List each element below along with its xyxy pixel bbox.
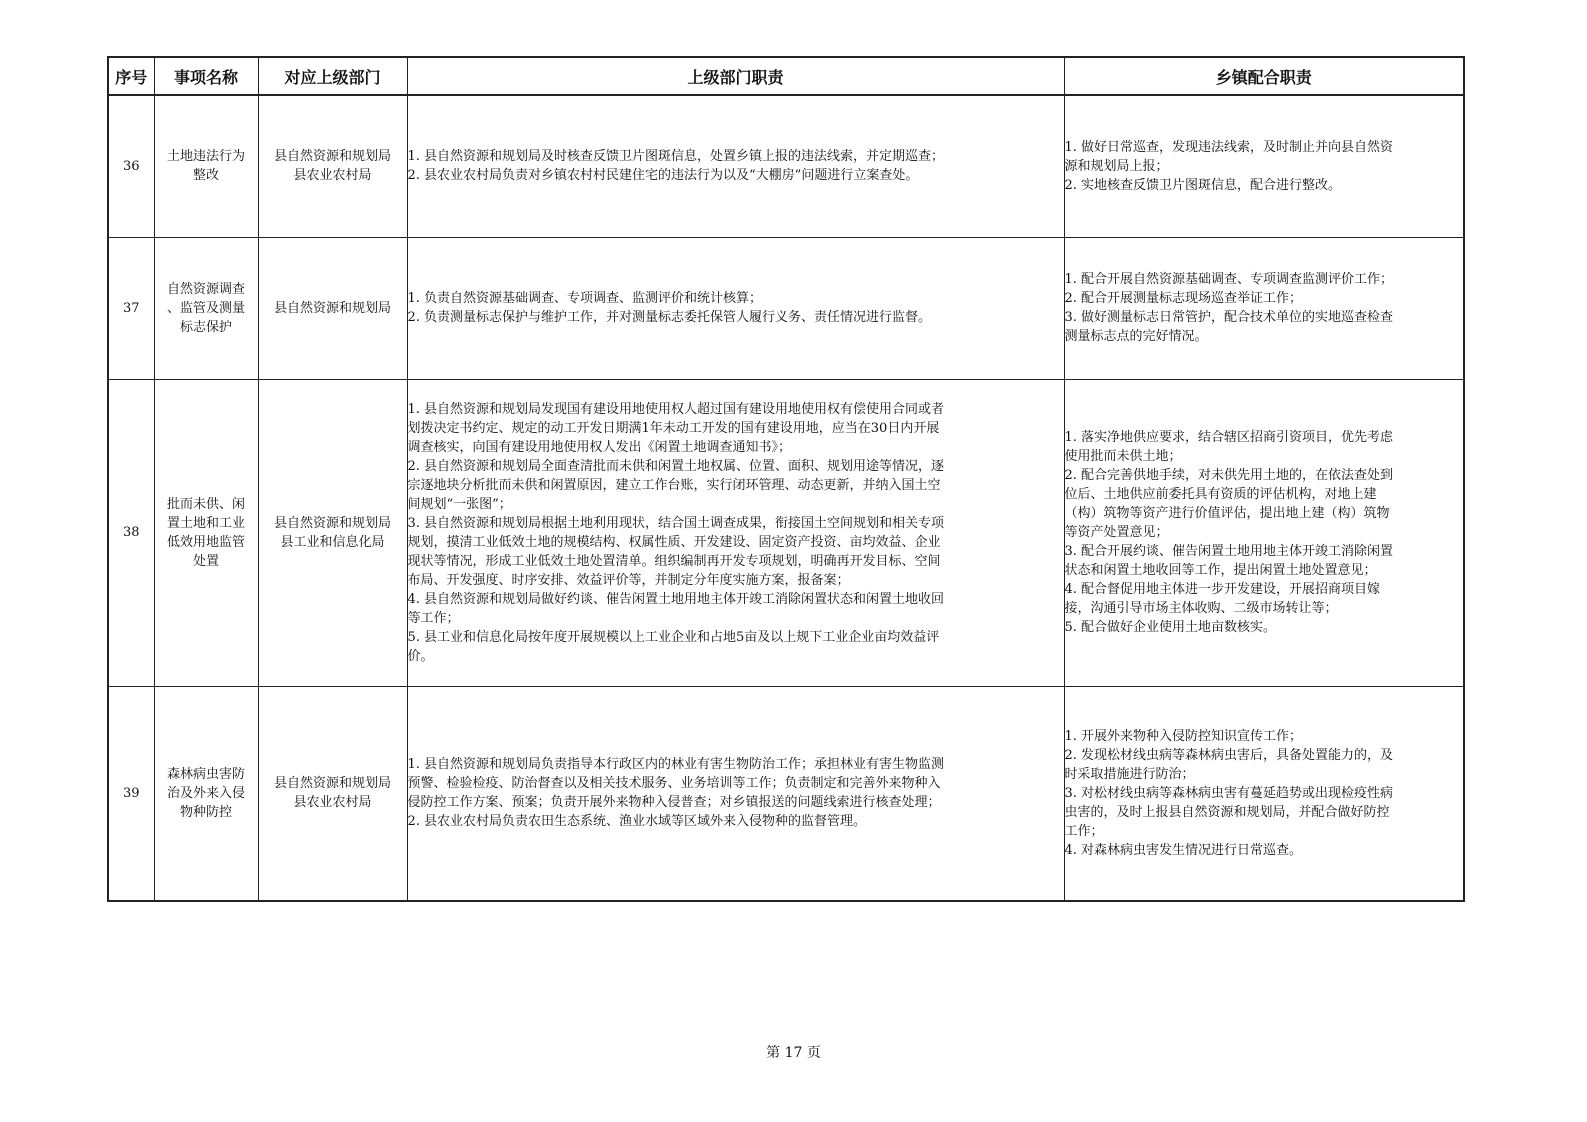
row-serial: 39 bbox=[108, 686, 154, 901]
page-number: 第 17 页 bbox=[766, 1045, 821, 1061]
row-item-name: 批而未供、闲 置土地和工业 低效用地监管 处置 bbox=[154, 379, 258, 686]
row-item-name: 土地违法行为 整改 bbox=[154, 95, 258, 237]
row-superior-dept: 县自然资源和规划局 bbox=[258, 237, 407, 379]
row-item-name: 自然资源调查 、监管及测量 标志保护 bbox=[154, 237, 258, 379]
header-serial: 序号 bbox=[108, 57, 154, 95]
header-superior-duties: 上级部门职责 bbox=[407, 57, 1064, 95]
responsibility-table bbox=[107, 56, 1465, 902]
header-township-duties: 乡镇配合职责 bbox=[1064, 57, 1464, 95]
row-superior-dept: 县自然资源和规划局 县工业和信息化局 bbox=[258, 379, 407, 686]
row-superior-duties: 1. 县自然资源和规划局负责指导本行政区内的林业有害生物防治工作；承担林业有害生物监测 预警、检验检疫、防治督查以及相关技术服务、业务培训等工作；负责制定和完善外来物种入 侵防控工作方案、预案；负责开展外来物种入侵普查；对乡镇报送的问题线索进行核查处理； 2. 县农业农村局负责农田生态系统、渔业水域等区域外来入侵物种的监督管理。 bbox=[407, 686, 1064, 901]
row-superior-duties: 1. 县自然资源和规划局发现国有建设用地使用权人超过国有建设用地使用权有偿使用合同或者 划拨决定书约定、规定的动工开发日期满1年未动工开发的国有建设用地，应当在30日内开展 调查核实，向国有建设用地使用权人发出《闲置土地调查通知书》； 2. 县自然资源和规划局全面查清批而未供和闲置土地权属、位置、面积、规划用途等情况，逐 宗逐地块分析批而未供和闲置原因，建立工作台账，实行闭环管理、动态更新，并纳入国土空 间规划“一张图”； 3. 县自然资源和规划局根据土地利用现状，结合国土调查成果，衔接国土空间规划和相关专项 规划，摸清工业低效土地的规模结构、权属性质、开发建设、固定资产投资、亩均效益、企业 现状等情况，形成工业低效土地处置清单。组织编制再开发专项规划，明确再开发目标、空间 布局、开发强度、时序安排、效益评价等，并制定分年度实施方案，报备案； 4. 县自然资源和规划局做好约谈、催告闲置土地用地主体开竣工消除闲置状态和闲置土地收回 等工作； 5. 县工业和信息化局按年度开展规模以上工业企业和占地5亩及以上规下工业企业亩均效益评 价。 bbox=[407, 379, 1064, 686]
header-superior-dept: 对应上级部门 bbox=[258, 57, 407, 95]
row-serial: 37 bbox=[108, 237, 154, 379]
row-township-duties: 1. 落实净地供应要求，结合辖区招商引资项目，优先考虑 使用批而未供土地； 2. 配合完善供地手续，对未供先用土地的，在依法查处到 位后、土地供应前委托具有资质的评估机构，对地上建 （构）筑物等资产进行价值评估，提出地上建（构）筑物 等资产处置意见； 3. 配合开展约谈、催告闲置土地用地主体开竣工消除闲置 状态和闲置土地收回等工作，提出闲置土地处置意见； 4. 配合督促用地主体进一步开发建设，开展招商项目嫁 接，沟通引导市场主体收购、二级市场转让等； 5. 配合做好企业使用土地亩数核实。 bbox=[1064, 379, 1464, 686]
table-row bbox=[108, 379, 1464, 686]
row-superior-duties: 1. 县自然资源和规划局及时核查反馈卫片图斑信息，处置乡镇上报的违法线索，并定期巡查； 2. 县农业农村局负责对乡镇农村村民建住宅的违法行为以及“大棚房”问题进行立案查处。 bbox=[407, 95, 1064, 237]
table-header-row bbox=[108, 57, 1464, 95]
row-serial: 38 bbox=[108, 379, 154, 686]
table-row bbox=[108, 95, 1464, 237]
header-item-name: 事项名称 bbox=[154, 57, 258, 95]
row-item-name: 森林病虫害防 治及外来入侵 物种防控 bbox=[154, 686, 258, 901]
row-township-duties: 1. 配合开展自然资源基础调查、专项调查监测评价工作； 2. 配合开展测量标志现场巡查举证工作； 3. 做好测量标志日常管护，配合技术单位的实地巡查检查 测量标志点的完好情况。 bbox=[1064, 237, 1464, 379]
row-superior-dept: 县自然资源和规划局 县农业农村局 bbox=[258, 95, 407, 237]
table-row bbox=[108, 237, 1464, 379]
row-serial: 36 bbox=[108, 95, 154, 237]
row-superior-dept: 县自然资源和规划局 县农业农村局 bbox=[258, 686, 407, 901]
row-superior-duties: 1. 负责自然资源基础调查、专项调查、监测评价和统计核算； 2. 负责测量标志保护与维护工作，并对测量标志委托保管人履行义务、责任情况进行监督。 bbox=[407, 237, 1064, 379]
row-township-duties: 1. 开展外来物种入侵防控知识宣传工作； 2. 发现松材线虫病等森林病虫害后，具备处置能力的，及 时采取措施进行防治； 3. 对松材线虫病等森林病虫害有蔓延趋势或出现检疫性病 虫害的，及时上报县自然资源和规划局，并配合做好防控 工作； 4. 对森林病虫害发生情况进行日常巡查。 bbox=[1064, 686, 1464, 901]
table-row bbox=[108, 686, 1464, 901]
row-township-duties: 1. 做好日常巡查，发现违法线索，及时制止并向县自然资 源和规划局上报； 2. 实地核查反馈卫片图斑信息，配合进行整改。 bbox=[1064, 95, 1464, 237]
